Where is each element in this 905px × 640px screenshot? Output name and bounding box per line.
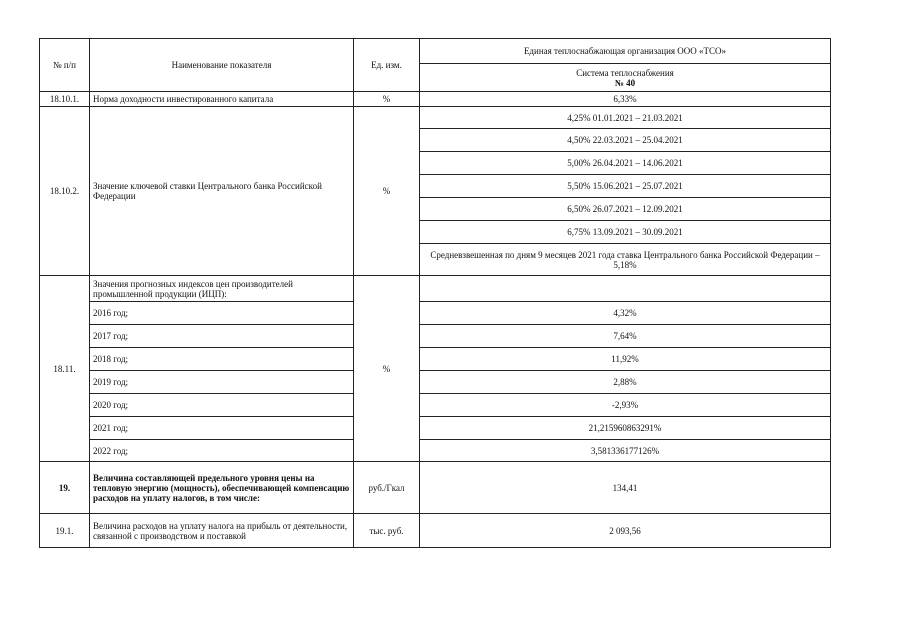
key-rate-period: 6,75% 13.09.2021 – 30.09.2021 xyxy=(420,221,831,244)
row-19-1-unit: тыс. руб. xyxy=(354,514,420,548)
row-19-name: Величина составляющей предельного уровня цены на тепловую энергию (мощность), обеспечивающей компенсацию расходов на уплату налогов, в том числе: xyxy=(90,462,354,514)
row-18-11-num: 18.11. xyxy=(40,276,90,462)
ppi-year-value: 3,581336177126% xyxy=(420,440,831,462)
row-19-1-name: Величина расходов на уплату налога на прибыль от деятельности, связанной с производством и поставкой xyxy=(90,514,354,548)
row-19-num: 19. xyxy=(40,462,90,514)
row-18-10-2-name: Значение ключевой ставки Центрального банка Российской Федерации xyxy=(90,107,354,276)
key-rate-period: 4,50% 22.03.2021 – 25.04.2021 xyxy=(420,129,831,152)
header-num: № п/п xyxy=(40,39,90,92)
row-18-11-unit: % xyxy=(354,276,420,462)
header-system-number: № 40 xyxy=(614,77,636,88)
ppi-year-label: 2019 год; xyxy=(90,371,354,394)
key-rate-period: 5,00% 26.04.2021 – 14.06.2021 xyxy=(420,152,831,175)
key-rate-period: 4,25% 01.01.2021 – 21.03.2021 xyxy=(420,107,831,129)
row-18-10-1-value: 6,33% xyxy=(420,92,831,107)
row-18-10-2-num: 18.10.2. xyxy=(40,107,90,276)
row-18-10-1-num: 18.10.1. xyxy=(40,92,90,107)
ppi-year-value: 7,64% xyxy=(420,325,831,348)
ppi-year-label: 2018 год; xyxy=(90,348,354,371)
header-org: Единая теплоснабжающая организация ООО «ТСО» xyxy=(420,39,831,64)
tariff-table xyxy=(39,38,831,548)
row-18-10-1-name: Норма доходности инвестированного капитала xyxy=(90,92,354,107)
ppi-year-label: 2022 год; xyxy=(90,440,354,462)
row-19-value: 134,41 xyxy=(420,462,831,514)
header-system xyxy=(420,64,831,92)
ppi-year-label: 2017 год; xyxy=(90,325,354,348)
row-18-10-2-unit: % xyxy=(354,107,420,276)
ppi-year-value: -2,93% xyxy=(420,394,831,417)
key-rate-period: 6,50% 26.07.2021 – 12.09.2021 xyxy=(420,198,831,221)
row-19-1-num: 19.1. xyxy=(40,514,90,548)
row-18-11-value-empty xyxy=(420,276,831,302)
ppi-year-value: 11,92% xyxy=(420,348,831,371)
ppi-year-label: 2021 год; xyxy=(90,417,354,440)
ppi-year-value: 2,88% xyxy=(420,371,831,394)
ppi-year-value: 4,32% xyxy=(420,302,831,325)
ppi-year-value: 21,215960863291% xyxy=(420,417,831,440)
header-name: Наименование показателя xyxy=(90,39,354,92)
row-19-1-value: 2 093,56 xyxy=(420,514,831,548)
key-rate-period: 5,50% 15.06.2021 – 25.07.2021 xyxy=(420,175,831,198)
row-18-10-1-unit: % xyxy=(354,92,420,107)
row-19-unit: руб./Гкал xyxy=(354,462,420,514)
ppi-year-label: 2016 год; xyxy=(90,302,354,325)
ppi-year-label: 2020 год; xyxy=(90,394,354,417)
header-system-label: Система теплоснабжения xyxy=(576,67,674,78)
key-rate-average: Средневзвешенная по дням 9 месяцев 2021 года ставка Центрального банка Российской Федерации – 5,18% xyxy=(420,244,831,276)
row-18-11-name: Значения прогнозных индексов цен производителей промышленной продукции (ИЦП): xyxy=(90,276,354,302)
header-unit: Ед. изм. xyxy=(354,39,420,92)
